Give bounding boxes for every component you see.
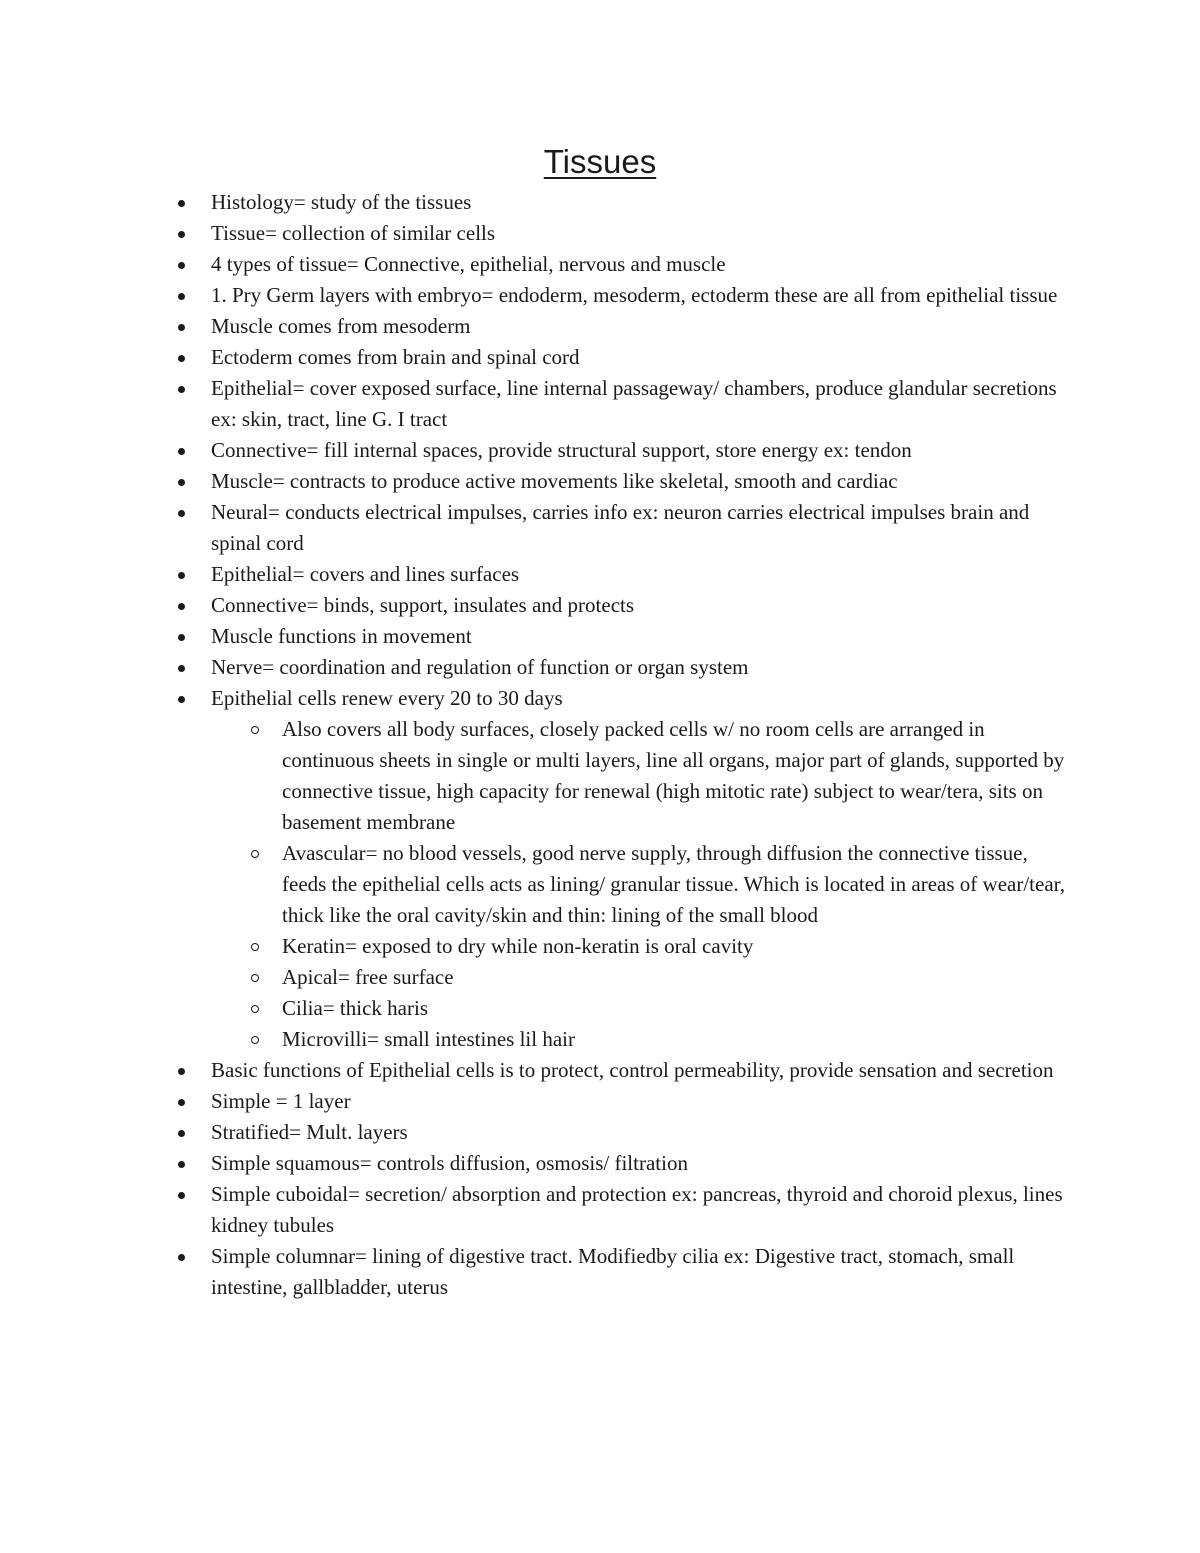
list-item-text: Basic functions of Epithelial cells is to protect, control permeability, provide sensation and secretion [211, 1058, 1054, 1082]
sub-list-item [282, 962, 1070, 993]
list-item [0, 373, 1200, 435]
hollow-bullet-icon [251, 943, 259, 951]
bullet-icon [178, 448, 185, 455]
bullet-icon [178, 1068, 185, 1075]
list-item-text: Muscle comes from mesoderm [211, 314, 471, 338]
sub-list-item [282, 1024, 1070, 1055]
hollow-bullet-icon [251, 974, 259, 982]
bullet-icon [178, 1192, 185, 1199]
list-item [0, 187, 1200, 218]
bullet-icon [178, 324, 185, 331]
sub-list-item-text: Apical= free surface [282, 965, 454, 989]
list-item-text: Connective= binds, support, insulates and protects [211, 593, 635, 617]
list-item-text: Epithelial= cover exposed surface, line internal passageway/ chambers, produce glandular secretions ex: skin, tract, line G. I tract [211, 376, 1057, 431]
list-item [0, 1241, 1200, 1303]
list-item-text: 1. Pry Germ layers with embryo= endoderm, mesoderm, ectoderm these are all from epithelial tissue [211, 283, 1058, 307]
list-item [0, 621, 1200, 652]
list-item-text: Nerve= coordination and regulation of function or organ system [211, 655, 749, 679]
list-item-text: Simple = 1 layer [211, 1089, 351, 1113]
page-title: Tissues [543, 143, 657, 180]
list-item-text: Connective= fill internal spaces, provide structural support, store energy ex: tendon [211, 438, 912, 462]
list-item [0, 342, 1200, 373]
bullet-icon [178, 200, 185, 207]
list-item [0, 652, 1200, 683]
list-item-text: Simple columnar= lining of digestive tract. Modifiedby cilia ex: Digestive tract, stomach, small intestine, gallbladder, uterus [211, 1244, 1015, 1299]
list-item [0, 1148, 1200, 1179]
bullet-icon [178, 1130, 185, 1137]
bullet-icon [178, 1099, 185, 1106]
list-item-text: Muscle functions in movement [211, 624, 472, 648]
hollow-bullet-icon [251, 726, 259, 734]
list-item [0, 249, 1200, 280]
list-item [0, 1055, 1200, 1086]
list-item-text: Epithelial cells renew every 20 to 30 days [211, 686, 563, 710]
list-item [0, 311, 1200, 342]
bullet-icon [178, 231, 185, 238]
list-item-text: Histology= study of the tissues [211, 190, 472, 214]
list-item-text: Epithelial= covers and lines surfaces [211, 562, 520, 586]
list-item [0, 559, 1200, 590]
hollow-bullet-icon [251, 1036, 259, 1044]
hollow-bullet-icon [251, 1005, 259, 1013]
list-item [0, 218, 1200, 249]
bullet-icon [178, 355, 185, 362]
list-item [0, 590, 1200, 621]
sub-list-item [282, 714, 1070, 838]
sub-list-item [282, 931, 1070, 962]
sub-list-item-text: Keratin= exposed to dry while non-keratin is oral cavity [282, 934, 754, 958]
bullet-icon [178, 510, 185, 517]
sub-list-item-text: Avascular= no blood vessels, good nerve supply, through diffusion the connective tissue, feeds the epithelial cells acts as lining/ granular tissue. Which is located in areas of wear/tear, thick like the oral cavity/skin and thin: lining of the small blood [282, 841, 1066, 927]
list-item [0, 280, 1200, 311]
bullet-icon [178, 665, 185, 672]
sub-list-item-text: Cilia= thick haris [282, 996, 428, 1020]
bullet-icon [178, 603, 185, 610]
list-item-text: Simple cuboidal= secretion/ absorption and protection ex: pancreas, thyroid and choroid plexus, lines kidney tubules [211, 1182, 1063, 1237]
bullet-icon [178, 1254, 185, 1261]
list-item-text: 4 types of tissue= Connective, epithelial, nervous and muscle [211, 252, 726, 276]
bullet-icon [178, 634, 185, 641]
bullet-list [0, 187, 1200, 1303]
list-item-text: Simple squamous= controls diffusion, osmosis/ filtration [211, 1151, 688, 1175]
list-item [0, 1117, 1200, 1148]
sub-list-item-text: Microvilli= small intestines lil hair [282, 1027, 575, 1051]
list-item [0, 435, 1200, 466]
list-item [0, 1086, 1200, 1117]
list-item-text: Neural= conducts electrical impulses, carries info ex: neuron carries electrical impulses brain and spinal cord [211, 500, 1030, 555]
bullet-icon [178, 1161, 185, 1168]
list-item-text: Muscle= contracts to produce active movements like skeletal, smooth and cardiac [211, 469, 898, 493]
list-item [0, 1179, 1200, 1241]
list-item-text: Ectoderm comes from brain and spinal cord [211, 345, 580, 369]
bullet-icon [178, 696, 185, 703]
list-item-text: Tissue= collection of similar cells [211, 221, 496, 245]
bullet-icon [178, 479, 185, 486]
bullet-icon [178, 572, 185, 579]
sub-bullet-list [211, 714, 1070, 1055]
sub-list-item-text: Also covers all body surfaces, closely packed cells w/ no room cells are arranged in continuous sheets in single or multi layers, line all organs, major part of glands, supported by connective tissue, high capacity for renewal (high mitotic rate) subject to wear/tera, sits on basement membrane [282, 717, 1065, 834]
list-item [0, 466, 1200, 497]
bullet-icon [178, 262, 185, 269]
list-item-text: Stratified= Mult. layers [211, 1120, 408, 1144]
list-item [0, 683, 1200, 1055]
sub-list-item [282, 838, 1070, 931]
bullet-icon [178, 293, 185, 300]
list-item [0, 497, 1200, 559]
bullet-icon [178, 386, 185, 393]
sub-list-item [282, 993, 1070, 1024]
hollow-bullet-icon [251, 850, 259, 858]
